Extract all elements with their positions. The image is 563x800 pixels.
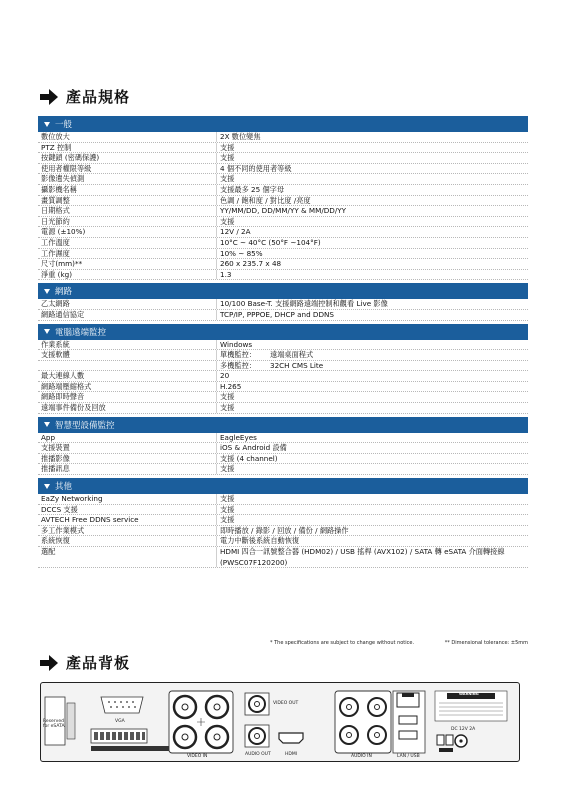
spec-value — [216, 361, 528, 371]
section-header — [38, 116, 528, 132]
spec-key: 多工作業模式 — [41, 525, 85, 535]
spec-row — [38, 259, 528, 270]
spec-key: 支援軟體 — [41, 350, 70, 360]
spec-row — [38, 350, 528, 361]
label-hdmi: HDMI — [285, 752, 298, 757]
spec-key: 工作溫度 — [41, 237, 70, 247]
spec-value: 支援 — [216, 515, 528, 525]
spec-value: 支援 — [216, 494, 528, 504]
spec-value: 支援 — [216, 153, 528, 163]
section-header — [38, 283, 528, 299]
section-title: 其他 — [55, 482, 73, 493]
spec-key: 電源 (±10%) — [41, 227, 86, 237]
spec-key: 畫質調整 — [41, 195, 70, 205]
spec-row — [38, 340, 528, 351]
arrow-right-icon — [40, 89, 58, 105]
spec-value: 支援 — [216, 403, 528, 413]
section-title: 智慧型設備監控 — [55, 420, 115, 431]
spec-key: EaZy Networking — [41, 494, 103, 504]
spec-row — [38, 464, 528, 475]
section-header — [38, 417, 528, 433]
spec-value: 20 — [216, 371, 528, 381]
spec-value: 電力中斷後系統自動恢復 — [216, 536, 528, 546]
spec-value: HDMI 四合一訊號整合器 (HDM02) / USB 搖桿 (AVX102) / SATA 轉 eSATA 介面轉接線 (PWSC07F120200) — [216, 547, 528, 567]
spec-key: 使用者權限等級 — [41, 163, 92, 173]
section-title: 電腦遠端監控 — [55, 327, 107, 338]
spec-key: 日光節約 — [41, 216, 70, 226]
spec-value: 2X 數位變焦 — [216, 132, 528, 142]
label-lan-usb: LAN / USB — [397, 754, 420, 759]
label-vga: VGA — [115, 719, 125, 724]
label-warning: WARNING — [459, 692, 479, 696]
spec-row — [38, 536, 528, 547]
triangle-down-icon — [44, 484, 50, 489]
arrow-right-icon — [40, 655, 58, 671]
spec-key: 尺寸(mm)** — [41, 259, 83, 269]
spec-key: 影像遺失偵測 — [41, 174, 85, 184]
section-header — [38, 478, 528, 494]
spec-key: 推播訊息 — [41, 464, 70, 474]
spec-value: 支援最多 25 個字母 — [216, 185, 528, 195]
spec-key: 淨重 (kg) — [41, 269, 72, 279]
spec-row — [38, 526, 528, 537]
spec-key: 按鍵鎖 (密碼保護) — [41, 153, 100, 163]
spec-subkey: 單機監控： — [220, 350, 256, 360]
spec-title: 產品規格 — [66, 88, 131, 106]
spec-row — [38, 361, 528, 372]
spec-key: PTZ 控制 — [41, 142, 72, 152]
spec-value: 支援 — [216, 143, 528, 153]
spec-key: DCCS 支援 — [41, 504, 78, 514]
spec-key: AVTECH Free DDNS service — [41, 515, 139, 525]
spec-row — [38, 249, 528, 260]
spec-value: 支援 — [216, 217, 528, 227]
spec-value: 支援 (4 channel) — [216, 454, 528, 464]
spec-row — [38, 270, 528, 281]
spec-row — [38, 227, 528, 238]
footnote-left: * The specifications are subject to change without notice. — [270, 640, 415, 646]
spec-heading — [40, 86, 130, 107]
spec-subvalue: 遠端桌面程式 — [270, 350, 314, 360]
spec-value: 支援 — [216, 392, 528, 402]
spec-row — [38, 494, 528, 505]
spec-row — [38, 174, 528, 185]
spec-value: 10% ~ 85% — [216, 249, 528, 259]
spec-row — [38, 382, 528, 393]
back-heading — [40, 652, 130, 673]
spec-table — [38, 116, 528, 568]
label-video-out: VIDEO OUT — [273, 701, 299, 706]
spec-row — [38, 206, 528, 217]
spec-key: 作業系統 — [41, 339, 70, 349]
spec-key: 遠端事件備份及回放 — [41, 403, 106, 413]
spec-row — [38, 403, 528, 414]
spec-value: Windows — [216, 340, 528, 350]
back-title: 產品背板 — [66, 654, 131, 672]
spec-key: 工作濕度 — [41, 248, 70, 258]
rear-panel-drawing — [41, 683, 518, 760]
spec-key: App — [41, 432, 56, 442]
spec-subkey: 多機監控： — [220, 360, 256, 370]
footnotes — [270, 640, 528, 646]
spec-value: 即時播放 / 錄影 / 回放 / 備份 / 網路操作 — [216, 526, 528, 536]
spec-row — [38, 547, 528, 568]
spec-row — [38, 454, 528, 465]
label-video-in: VIDEO IN — [187, 754, 208, 759]
spec-row — [38, 310, 528, 321]
spec-value: 10°C ~ 40°C (50°F ~104°F) — [216, 238, 528, 248]
spec-key: 攝影機名稱 — [41, 184, 77, 194]
spec-row — [38, 299, 528, 310]
spec-value — [216, 350, 528, 360]
spec-key: 推播影像 — [41, 453, 70, 463]
section-title: 一般 — [55, 120, 73, 130]
spec-row — [38, 371, 528, 382]
spec-key: 最大連線人數 — [41, 371, 85, 381]
footnote-right: ** Dimensional tolerance: ±5mm — [444, 640, 528, 646]
spec-key: 系統恢復 — [41, 536, 70, 546]
spec-key — [38, 361, 216, 371]
spec-key: 網路端壓縮格式 — [41, 381, 92, 391]
spec-key: 選配 — [41, 547, 56, 556]
spec-value: 支援 — [216, 174, 528, 184]
spec-key: 數位放大 — [41, 132, 70, 141]
spec-key: 乙太網路 — [41, 299, 70, 309]
spec-value: 支援 — [216, 464, 528, 474]
spec-key: 日期格式 — [41, 206, 70, 216]
triangle-down-icon — [44, 289, 50, 294]
label-audio-in: AUDIO IN — [351, 754, 372, 759]
label-dc: DC 12V 2A — [451, 727, 476, 732]
spec-row — [38, 433, 528, 444]
spec-key: 網路即時聲音 — [41, 392, 85, 402]
rear-panel-diagram — [40, 682, 520, 762]
spec-value: iOS & Android 設備 — [216, 443, 528, 453]
spec-key: 支援裝置 — [41, 443, 70, 453]
spec-row — [38, 238, 528, 249]
spec-row — [38, 217, 528, 228]
spec-row — [38, 143, 528, 154]
triangle-down-icon — [44, 329, 50, 334]
spec-value: 260 x 235.7 x 48 — [216, 259, 528, 269]
spec-row — [38, 443, 528, 454]
spec-value: TCP/IP, PPPOE, DHCP and DDNS — [216, 310, 528, 320]
label-audio-out: AUDIO OUT — [245, 752, 271, 757]
spec-value: 色調 / 飽和度 / 對比度 /亮度 — [216, 196, 528, 206]
section-title: 網路 — [55, 287, 73, 298]
spec-row — [38, 515, 528, 526]
spec-value: 4 個不同的使用者等級 — [216, 164, 528, 174]
spec-value: 10/100 Base-T. 支援網路遠端控制和觀看 Live 影像 — [216, 299, 528, 309]
spec-value: 支援 — [216, 505, 528, 515]
spec-row — [38, 392, 528, 403]
spec-value: H.265 — [216, 382, 528, 392]
spec-row — [38, 153, 528, 164]
spec-value: 12V / 2A — [216, 227, 528, 237]
spec-row — [38, 164, 528, 175]
label-reserved: Reserved for eSATA — [43, 719, 65, 729]
spec-value: 1.3 — [216, 270, 528, 280]
spec-row — [38, 185, 528, 196]
spec-row — [38, 505, 528, 516]
spec-key: 網路通信協定 — [41, 309, 85, 319]
spec-value: EagleEyes — [216, 433, 528, 443]
spec-row — [38, 132, 528, 143]
spec-row — [38, 196, 528, 207]
spec-subvalue: 32CH CMS Lite — [270, 360, 324, 370]
spec-value: YY/MM/DD, DD/MM/YY & MM/DD/YY — [216, 206, 528, 216]
triangle-down-icon — [44, 122, 50, 127]
triangle-down-icon — [44, 422, 50, 427]
section-header — [38, 324, 528, 340]
